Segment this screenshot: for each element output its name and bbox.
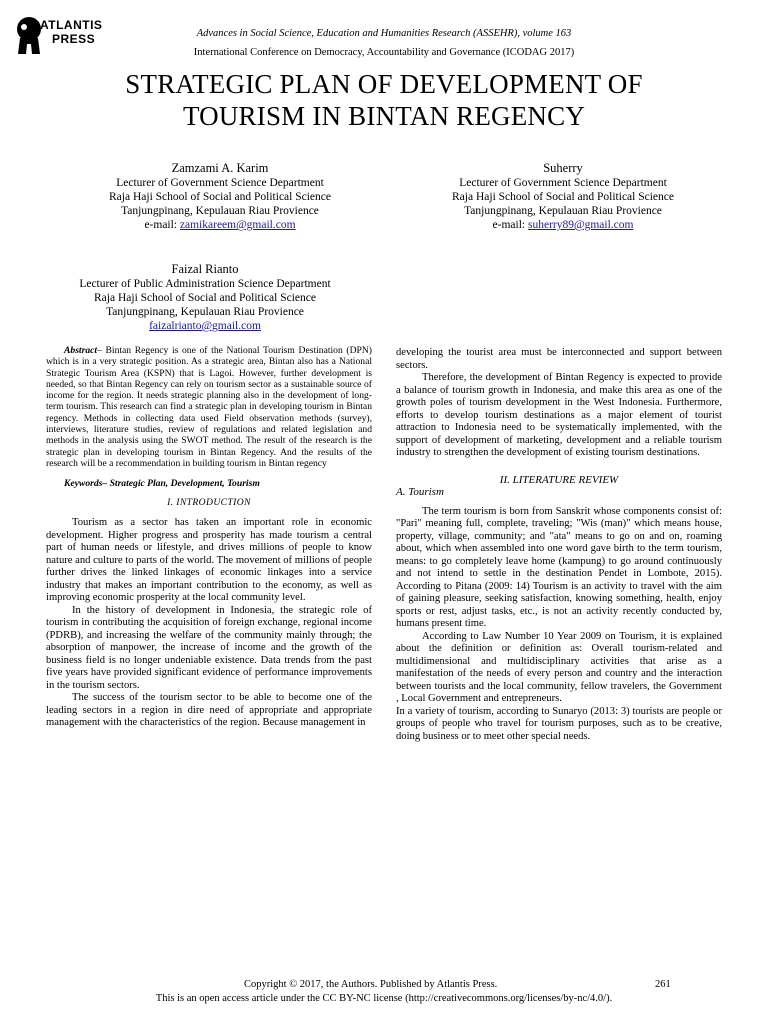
paper-title — [0, 68, 768, 132]
author-location: Tanjungpinang, Kepulauan Riau Provience — [464, 205, 662, 217]
author-school: Raja Haji School of Social and Political Science — [452, 191, 674, 203]
author-block-3 — [20, 261, 390, 333]
abstract — [46, 345, 372, 469]
author-school: Raja Haji School of Social and Political Science — [109, 191, 331, 203]
logo-line-1: ATLANTIS — [40, 18, 103, 32]
journal-header: Advances in Social Science, Education and Humanities Research (ASSEHR), volume 163 — [196, 28, 572, 39]
conference-header: International Conference on Democracy, Accountability and Governance (ICODAG 2017) — [193, 47, 575, 58]
keywords-text: – Strategic Plan, Development, Tourism — [102, 478, 260, 490]
paragraph: In the history of development in Indonesia, the strategic role of tourism in contributing the acquisition of foreign exchange, regional income (PDRB), and increasing the welfare of the community mainly through; the absorption of manpower, the increase of income and the growth of the business field is no longer undeniable existence. Data trends from the past five years have provided significant evidence of performance improvements in the tourism sectors. — [46, 604, 372, 691]
title-line-1: STRATEGIC PLAN OF DEVELOPMENT OF — [125, 69, 643, 99]
subsection-heading-tourism: A. Tourism — [396, 486, 444, 498]
section-heading-introduction: I. INTRODUCTION — [167, 496, 251, 508]
author-email-link[interactable]: zamikareem@gmail.com — [179, 219, 296, 231]
paragraph: The success of the tourism sector to be able to become one of the leading sectors in a region in dire need of appropriate and appropriate management with the characteristics of the region. Because management in — [46, 692, 372, 729]
paragraph: Therefore, the development of Bintan Regency is expected to provide a balance of tourism growth in Indonesia, and make this area as one of the growth poles of tourism development in the West Indonesia. Furthermore, efforts to develop tourism destinations as a major element of tourist attraction to Indonesia need to be systematically implemented, with the support of development of marketing, development and a reliable tourism industry to strengthen the development of existing tourism destinations. — [396, 372, 722, 458]
author-email-link[interactable]: faizalrianto@gmail.com — [149, 320, 261, 332]
logo-line-2: PRESS — [52, 32, 96, 46]
abstract-label: Abstract — [64, 345, 98, 356]
author-name: Zamzami A. Karim — [171, 161, 269, 175]
paragraph: According to Law Number 10 Year 2009 on Tourism, it is explained about the definition or definition as: Overall tourism-related and multidimensional and multidisciplinary activities that arise as a manifestation of the needs of every person and country and the interaction between tourists and the local community, fellow travelers, the Government , Local Government and entrepreneurs. — [396, 630, 722, 704]
author-name: Faizal Rianto — [171, 262, 239, 276]
left-column — [46, 345, 372, 730]
author-name: Suherry — [543, 161, 583, 175]
paragraph: In a variety of tourism, according to Sunaryo (2013: 3) tourists are people or groups of people who travel for tourism purposes, such as to be creative, doing business or to meet other special needs. — [396, 705, 722, 742]
author-dept: Lecturer of Government Science Department — [116, 177, 324, 189]
email-label: e-mail: — [144, 219, 180, 231]
author-block-2 — [398, 160, 728, 232]
abstract-text: – Bintan Regency is one of the National Tourism Destination (DPN) which is in a very strategic position. As a strategic area, Bintan also has a National Strategic Tourism Area (KSPN) that is Lagoi. However, further development is needed, so that Bintan Regency can rely on tourism sector as a sustainable source of income for the region. It needs strategic planning also in the development of long-term tourism. This research can find a strategic plan in developing tourism in Bintan regency. Methods in collecting data used Field observation methods (survey), interviews, literature studies, review of regulations and related legislation and methods in the analysis using the SWOT method. The result of the research is the strategic plan in developing tourism in Bintan Regency. And the results of the research will be a recommendation in building tourism in Bintan regency — [46, 345, 372, 469]
paragraph: Tourism as a sector has taken an important role in economic development. Higher progress and prosperity has made tourism a central part of human needs or lifestyle, and drives millions of people to know nature and culture to parts of the world. The movement of millions of people further drives the linked linkages of economic linkages into a service industry that makes an important contribution to the economy, as well as improving economic prosperity at the local community level. — [46, 517, 372, 604]
author-email-line — [50, 218, 390, 232]
keywords-label: Keywords — [64, 478, 103, 490]
author-location: Tanjungpinang, Kepulauan Riau Provience — [106, 306, 304, 318]
copyright-notice: Copyright © 2017, the Authors. Published by Atlantis Press. — [244, 979, 498, 990]
paragraph: The term tourism is born from Sanskrit whose components consist of: "Pari" meaning full, complete, traveling; "Wis (man)" which means house, property, village, community; and "ata" means to go on and on, roaming about, which when assembled into one word gave birth to the term tourism, means: to go completely leave home (kampung) to go around continuously and not intend to settle in the destination Pendet in Lombote, 2015). According to Pitana (2009: 14) Tourism is an activity to travel with the aim of gaining pleasure, seeking satisfaction, knowing something, health, enjoy sports or rest, adjust tasks, etc., is not an activity recently conducted by, humans present time. — [396, 505, 722, 629]
keywords — [46, 478, 372, 491]
section-heading-literature-review: II. LITERATURE REVIEW — [499, 473, 619, 486]
right-column — [396, 347, 722, 743]
author-dept: Lecturer of Government Science Department — [459, 177, 667, 189]
author-block-1 — [50, 160, 390, 232]
author-location: Tanjungpinang, Kepulauan Riau Provience — [121, 205, 319, 217]
paragraph: developing the tourist area must be interconnected and support between sectors. — [396, 347, 722, 371]
title-line-2: TOURISM IN BINTAN REGENCY — [182, 101, 586, 131]
author-email-line — [398, 218, 728, 232]
email-label: e-mail: — [492, 219, 528, 231]
page-number: 261 — [655, 979, 671, 990]
author-email-link[interactable]: suherry89@gmail.com — [528, 219, 634, 231]
license-notice: This is an open access article under the CC BY-NC license (http://creativecommons.org/licenses/by-nc/4.0/). — [155, 993, 613, 1004]
author-school: Raja Haji School of Social and Political Science — [94, 292, 316, 304]
author-dept: Lecturer of Public Administration Science Department — [79, 278, 331, 290]
